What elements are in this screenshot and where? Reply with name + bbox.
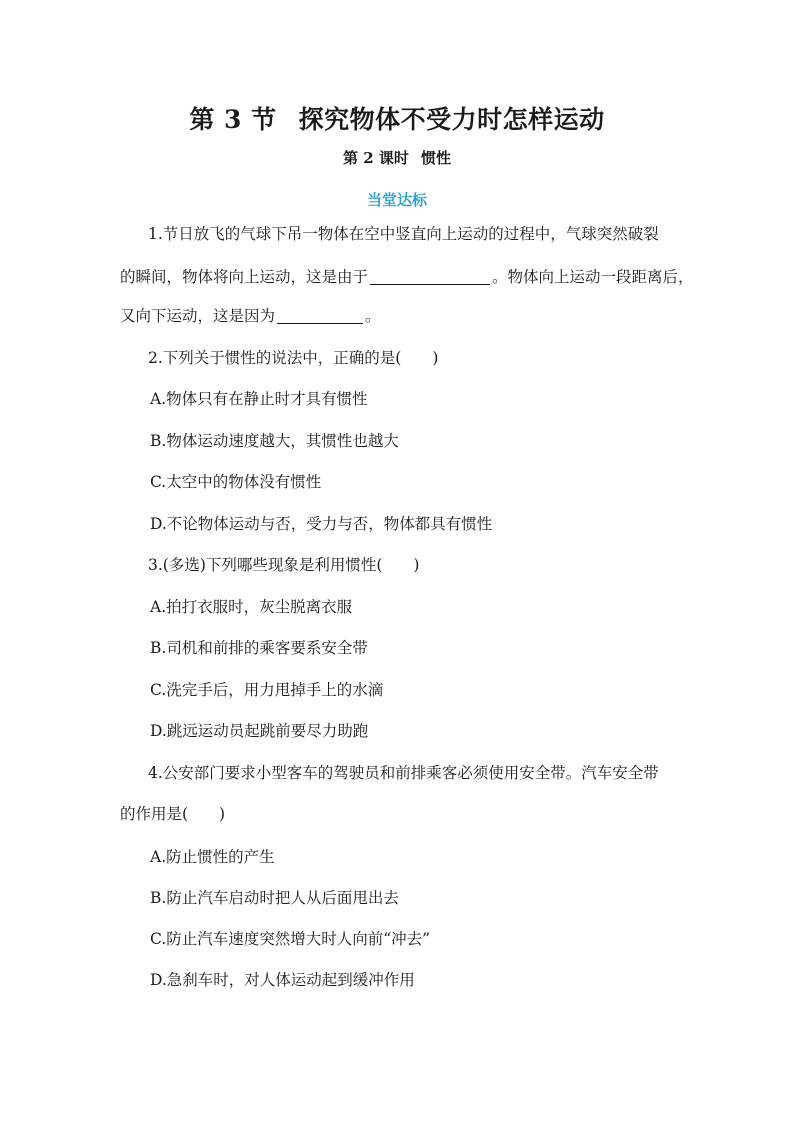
q1-answer-blank-1[interactable] bbox=[370, 268, 490, 285]
q1-line-3-text-b: 。 bbox=[365, 307, 381, 325]
lesson-subtitle bbox=[0, 147, 794, 168]
q4-option-b: B.防止汽车启动时把人从后面甩出去 bbox=[150, 889, 399, 907]
lesson-topic: 惯性 bbox=[420, 149, 451, 167]
chapter-label: 第 3 节 bbox=[189, 105, 277, 134]
q3-option-b: B.司机和前排的乘客要系安全带 bbox=[150, 639, 368, 657]
q4-option-d: D.急刹车时，对人体运动起到缓冲作用 bbox=[150, 971, 415, 989]
section-heading: 当堂达标 bbox=[366, 191, 427, 209]
q2-stem: 2.下列关于惯性的说法中，正确的是( ) bbox=[148, 349, 439, 367]
q1-line-2-text-b: 。物体向上运动一段距离后， bbox=[492, 268, 694, 286]
q2-option-d: D.不论物体运动与否，受力与否，物体都具有惯性 bbox=[150, 515, 493, 533]
q1-answer-blank-2[interactable] bbox=[277, 307, 363, 324]
q3-option-d: D.跳远运动员起跳前要尽力助跑 bbox=[150, 722, 369, 740]
q1-line-3-text-a: 又向下运动，这是因为 bbox=[120, 307, 276, 325]
q1-line-1: 1.节日放飞的气球下吊一物体在空中竖直向上运动的过程中，气球突然破裂 bbox=[148, 225, 659, 243]
q3-stem: 3.(多选)下列哪些现象是利用惯性( ) bbox=[148, 556, 420, 574]
q4-line-1: 4.公安部门要求小型客车的驾驶员和前排乘客必须使用安全带。汽车安全带 bbox=[148, 764, 659, 782]
lesson-label: 第 2 课时 bbox=[343, 149, 409, 167]
q4-option-c: C.防止汽车速度突然增大时人向前“冲去” bbox=[150, 930, 431, 948]
q2-option-a: A.物体只有在静止时才具有惯性 bbox=[150, 390, 368, 408]
q1-line-2 bbox=[120, 265, 694, 287]
q3-option-a: A.拍打衣服时，灰尘脱离衣服 bbox=[150, 598, 353, 616]
q2-option-c: C.太空中的物体没有惯性 bbox=[150, 473, 322, 491]
page-title bbox=[0, 100, 794, 136]
q2-option-b: B.物体运动速度越大，其惯性也越大 bbox=[150, 432, 399, 450]
chapter-title: 探究物体不受力时怎样运动 bbox=[298, 105, 605, 134]
q3-option-c: C.洗完手后，用力甩掉手上的水滴 bbox=[150, 681, 384, 699]
q1-line-2-text-a: 的瞬间，物体将向上运动，这是由于 bbox=[120, 268, 369, 286]
q4-line-2: 的作用是( ) bbox=[120, 805, 226, 823]
q4-option-a: A.防止惯性的产生 bbox=[150, 848, 275, 866]
q1-line-3 bbox=[120, 304, 381, 326]
